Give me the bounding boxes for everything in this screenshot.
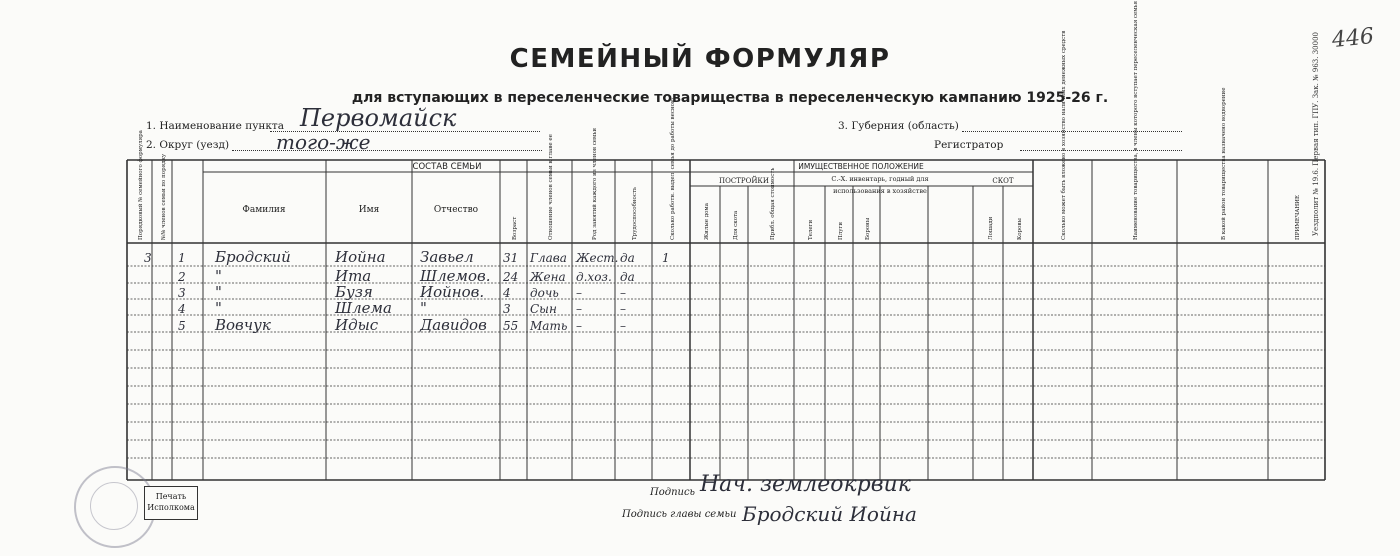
- vertical-header: Жилые дома: [704, 203, 710, 240]
- row-surname: ": [215, 267, 222, 285]
- sub-inventory-header: С.-Х. инвентарь, годный для: [831, 175, 929, 183]
- row-capacity: –: [620, 286, 626, 300]
- punkt-value: Первомайск: [300, 104, 457, 132]
- row-patronymic: ": [420, 299, 427, 317]
- row-surname: Вовчук: [215, 316, 271, 334]
- vertical-header: Наименование товарищества, в члены которого вступает переселенческая семья: [1133, 0, 1139, 240]
- signature-value-2: Бродский Иойна: [742, 502, 917, 526]
- okrug-label: 2. Округ (уезд): [146, 139, 230, 151]
- row-num: 4: [178, 302, 186, 316]
- vertical-header: Коровы: [1017, 218, 1023, 240]
- vertical-header: Возраст: [512, 216, 518, 240]
- row-surname: ": [215, 283, 222, 301]
- vertical-header: Порядковый № семейного формуляра: [138, 130, 144, 240]
- vertical-header: Род занятий каждого из членов семьи: [592, 128, 598, 240]
- stamp-line-1: Печать: [155, 492, 187, 501]
- col-surname-header: Фамилия: [242, 205, 286, 215]
- row-age: 31: [503, 251, 519, 265]
- gubernia-label: 3. Губерния (область): [838, 120, 959, 132]
- row-num: 1: [178, 251, 186, 265]
- row-name: Идыс: [335, 316, 379, 334]
- vertical-header: Прибл. общая стоимость: [770, 167, 776, 240]
- sub-buildings-header: ПОСТРОЙКИ: [719, 177, 769, 185]
- group-property-header: ИМУЩЕСТВЕННОЕ ПОЛОЖЕНИЕ: [798, 162, 924, 171]
- row-capacity: да: [620, 251, 635, 265]
- vertical-header: Плуги: [838, 221, 844, 240]
- row-occupation: –: [576, 302, 582, 316]
- vertical-header: Сколько может быть вложено в хозяйство наличных денежных средств: [1061, 30, 1067, 240]
- row-num: 2: [178, 270, 186, 284]
- row-relation: Глава: [530, 251, 567, 265]
- vertical-header: Трудоспособность: [632, 187, 638, 240]
- vertical-header: №№ членов семьи по порядку: [161, 153, 167, 240]
- row-age: 24: [503, 270, 519, 284]
- row-age: 3: [503, 302, 511, 316]
- row-num: 5: [178, 319, 186, 333]
- sub-livestock-header: СКОТ: [992, 177, 1014, 185]
- row-capacity: –: [620, 302, 626, 316]
- col-name-header: Имя: [358, 205, 380, 215]
- vertical-header: Отношение членов семьи к главе ее: [548, 134, 554, 240]
- vertical-header: Бороны: [865, 217, 871, 240]
- group-family-header: СОСТАВ СЕМЬИ: [412, 162, 482, 172]
- row-name: Ита: [335, 267, 372, 285]
- row-formular: 3: [144, 251, 152, 265]
- form-subtitle: для вступающих в переселенческие товарищества в переселенческую кампанию 1925-26 г.: [351, 90, 1109, 106]
- registrator-label: Регистратор: [934, 139, 1004, 151]
- form-title: СЕМЕЙНЫЙ ФОРМУЛЯР: [509, 44, 891, 74]
- row-capacity: –: [620, 319, 626, 333]
- row-age: 55: [503, 319, 519, 333]
- row-workers: 1: [662, 251, 670, 265]
- archive-number: 446: [1330, 23, 1376, 54]
- signature-label-2: Подпись главы семьи: [622, 509, 737, 520]
- row-patronymic: Шлемов.: [420, 267, 491, 285]
- row-patronymic: Иойнов.: [420, 283, 485, 301]
- vertical-header: Сколько работн. выдел. семья до работы весною: [670, 98, 676, 240]
- row-relation: Мать: [530, 319, 568, 333]
- row-surname: Бродский: [215, 248, 291, 266]
- stamp-box: [144, 486, 198, 520]
- stamp-line-2: Исполкома: [147, 503, 195, 512]
- row-name: Шлема: [335, 299, 392, 317]
- okrug-value: того-же: [276, 130, 371, 154]
- signature-value-1: Нач. землеокрвик: [700, 472, 911, 497]
- row-capacity: да: [620, 270, 635, 284]
- vertical-header: Лошади: [988, 216, 994, 240]
- row-patronymic: Завьел: [420, 248, 474, 266]
- punkt-label: 1. Наименование пункта: [146, 120, 284, 132]
- vertical-header: ПРИМЕЧАНИЕ: [1295, 195, 1301, 240]
- signature-label-1: Подпись: [650, 487, 696, 498]
- row-relation: Сын: [530, 302, 557, 316]
- row-name: Бузя: [335, 283, 373, 301]
- row-occupation: Жест.: [576, 251, 619, 265]
- row-patronymic: Давидов: [420, 316, 487, 334]
- vertical-header: В какой район товарищества назначено водворение: [1221, 87, 1227, 240]
- vertical-header: Для скота: [733, 210, 739, 240]
- row-occupation: –: [576, 319, 582, 333]
- row-occupation: д.хоз.: [576, 270, 612, 284]
- row-name: Иойна: [335, 248, 386, 266]
- printer-imprint: Уездполит № 19.6. Первая тип. ГПУ. Зак. № 963. 30000: [1312, 32, 1320, 236]
- row-age: 4: [503, 286, 511, 300]
- row-relation: дочь: [530, 286, 559, 300]
- row-surname: ": [215, 299, 222, 317]
- col-patronymic-header: Отчество: [433, 205, 479, 215]
- vertical-header: Телеги: [808, 219, 814, 240]
- row-relation: Жена: [530, 270, 566, 284]
- sub-inventory-header-2: использования в хозяйстве: [833, 187, 927, 195]
- row-occupation: –: [576, 286, 582, 300]
- row-num: 3: [178, 286, 186, 300]
